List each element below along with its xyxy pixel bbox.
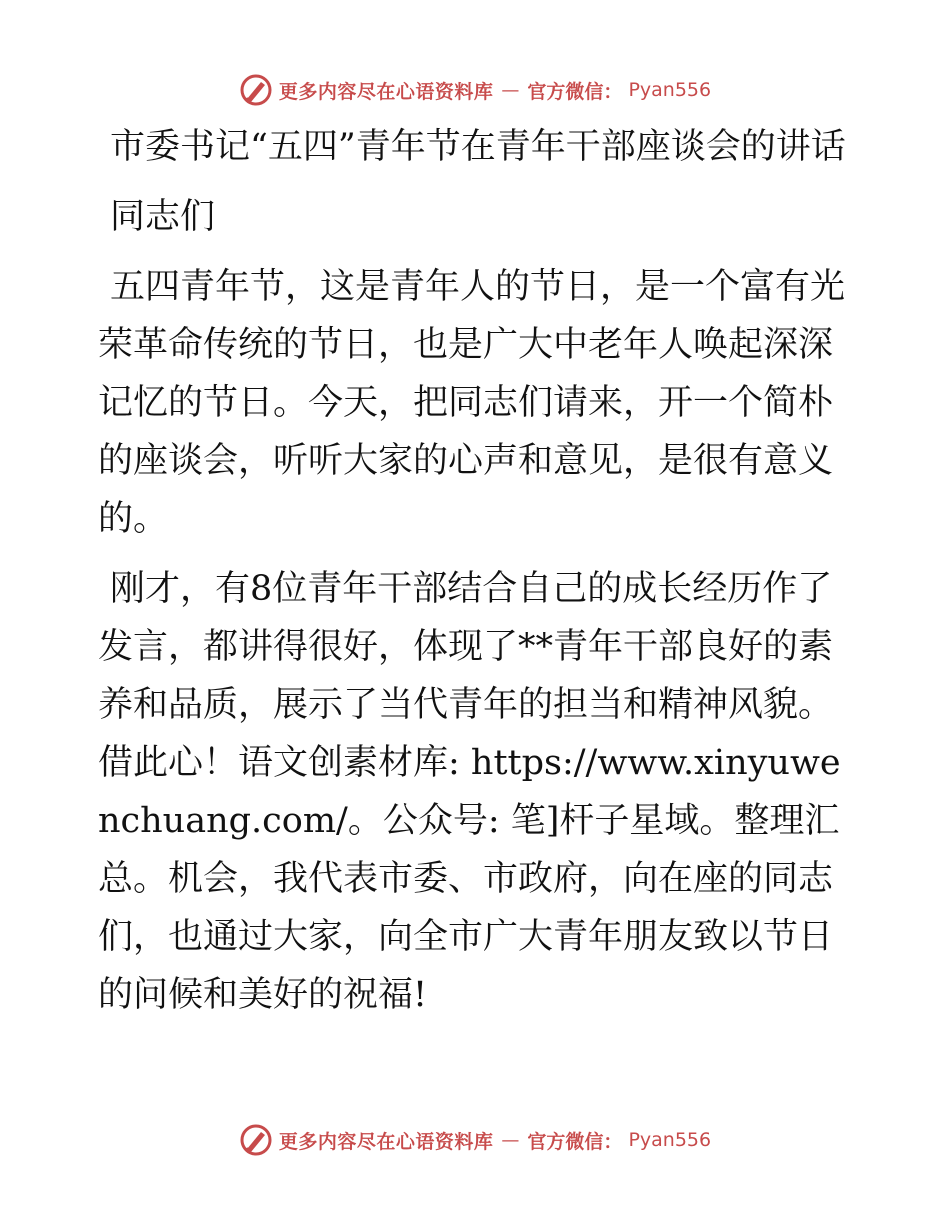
paragraph-1: 五四青年节，这是青年人的节日，是一个富有光荣革命传统的节日，也是广大中老年人唤起深深记忆的节日。今天，把同志们请来，开一个简朴的座谈会，听听大家的心声和意见，是很有意义的。 <box>98 267 846 539</box>
paragraph-2: 刚才，有8位青年干部结合自己的成长经历作了发言，都讲得很好，体现了**青年干部良好的素养和品质，展示了当代青年的担当和精神风貌。借此心！语文创素材库: https://www.xinyuwenchuang.com/。公众号: 笔]杆子星域。整理汇总。机会，我代表市委、市政府，向在座的同志们，也通过大家，向全市广大青年朋友致以节日的问候和美好的祝福! <box>98 569 841 1015</box>
banner-wechat-id: Pyan556 <box>628 1129 712 1151</box>
banner-sub-text: 官方微信： <box>527 1130 623 1153</box>
footer-banner <box>0 1118 950 1162</box>
greeting: 同志们 <box>110 197 216 237</box>
banner-main-text: 更多内容尽在心语资料库 <box>278 80 494 103</box>
document-title: 市委书记“五四”青年节在青年干部座谈会的讲话 <box>110 127 846 167</box>
document-body <box>98 118 858 1036</box>
header-banner <box>0 68 950 112</box>
banner-sub-text: 官方微信： <box>527 80 623 103</box>
pen-logo-icon <box>239 73 273 107</box>
banner-dash: — <box>501 1129 520 1151</box>
banner-main-text: 更多内容尽在心语资料库 <box>278 1130 494 1153</box>
pen-logo-icon <box>239 1123 273 1157</box>
banner-dash: — <box>501 79 520 101</box>
banner-wechat-id: Pyan556 <box>628 79 712 101</box>
